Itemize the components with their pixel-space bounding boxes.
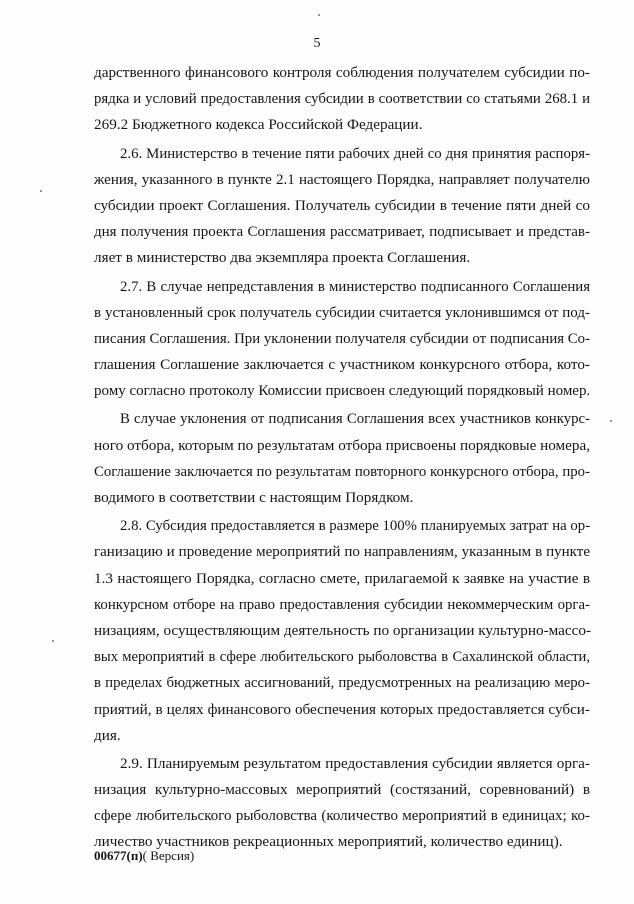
version-label: ( Версия) [142, 848, 195, 863]
scan-speck [52, 640, 54, 642]
document-footer [94, 848, 194, 864]
text-line: субсидии проект Соглашения. Получатель субсидии в течение пяти дней со [94, 196, 590, 214]
text-line: писания Соглашения. При уклонении получателя субсидии от подписания Со- [94, 330, 590, 347]
paragraph-continuation [94, 60, 590, 139]
text-line: ганизацию и проведение мероприятий по направлениям, указанным в пункте [94, 544, 590, 561]
text-line: сфере любительского рыболовства (количество мероприятий в единицах; ко- [94, 808, 590, 825]
text-line: 2.9. Планируемым результатом предоставления субсидии является орга- [120, 754, 590, 772]
text-line: рядка и условий предоставления субсидии в соответствии со статьями 268.1 и [94, 91, 590, 108]
scan-speck [40, 190, 42, 192]
paragraph-2-8 [94, 513, 590, 749]
paragraph-2-7 [94, 274, 590, 405]
text-line: конкурсном отборе на право предоставления субсидии некоммерческим орга- [94, 596, 590, 613]
text-line: ляет в министерство два экземпляра проекта Соглашения. [94, 249, 471, 267]
text-line: личество участников рекреационных мероприятий, количество единиц). [94, 833, 563, 851]
text-line: 2.6. Министерство в течение пяти рабочих дней со дня принятия распоря- [120, 145, 590, 162]
text-line: 1.3 настоящего Порядка, согласно смете, прилагаемой к заявке на участие в [94, 569, 590, 587]
paragraph-2-6 [94, 141, 590, 272]
text-line: приятий, в целях финансового обеспечения которых предоставляется субси- [94, 700, 590, 718]
text-line: в пределах бюджетных ассигнований, предусмотренных на реализацию меро- [94, 675, 590, 692]
text-line: глашения Соглашение заключается с участником конкурсного отбора, кото- [94, 356, 590, 374]
text-line: ного отбора, которым по результатам отбора присвоены порядковые номера, [94, 436, 591, 454]
text-line: в установленный срок получатель субсидии считается уклонившимся от под- [94, 304, 590, 321]
text-line: вых мероприятий в сфере любительского рыболовства в Сахалинской области, [94, 649, 590, 666]
page-number: 5 [313, 36, 321, 51]
scan-speck [610, 420, 612, 422]
document-code: 00677(п) [94, 848, 143, 863]
text-line: 2.7. В случае непредставления в министерство подписанного Соглашения [120, 278, 590, 295]
text-line: водимого в соответствии с настоящим Порядком. [94, 489, 414, 506]
text-line: дия. [94, 726, 121, 744]
document-body [94, 60, 590, 856]
text-line: дня получения проекта Соглашения рассматривает, подписывает и представ- [94, 224, 590, 241]
text-line: 269.2 Бюджетного кодекса Российской Федерации. [94, 116, 423, 134]
scan-speck [318, 14, 320, 16]
text-line: низация культурно-массовых мероприятий (состязаний, соревнований) в [94, 781, 590, 799]
text-line: В случае уклонения от подписания Соглашения всех участников конкурс- [120, 411, 590, 428]
text-line: Соглашение заключается по результатам повторного конкурсного отбора, про- [94, 463, 590, 480]
paragraph-2-7-continued [94, 406, 590, 511]
text-line: низациям, осуществляющим деятельность по организации культурно-массо- [94, 621, 592, 639]
text-line: рому согласно протоколу Комиссии присвоен следующий порядковый номер. [94, 383, 591, 400]
text-line: 2.8. Субсидия предоставляется в размере 100% планируемых затрат на ор- [120, 518, 591, 535]
text-line: жения, указанного в пункте 2.1 настоящего Порядка, направляет получателю [94, 171, 590, 188]
text-line: дарственного финансового контроля соблюдения получателем субсидии по- [94, 64, 590, 81]
paragraph-2-9 [94, 751, 590, 856]
